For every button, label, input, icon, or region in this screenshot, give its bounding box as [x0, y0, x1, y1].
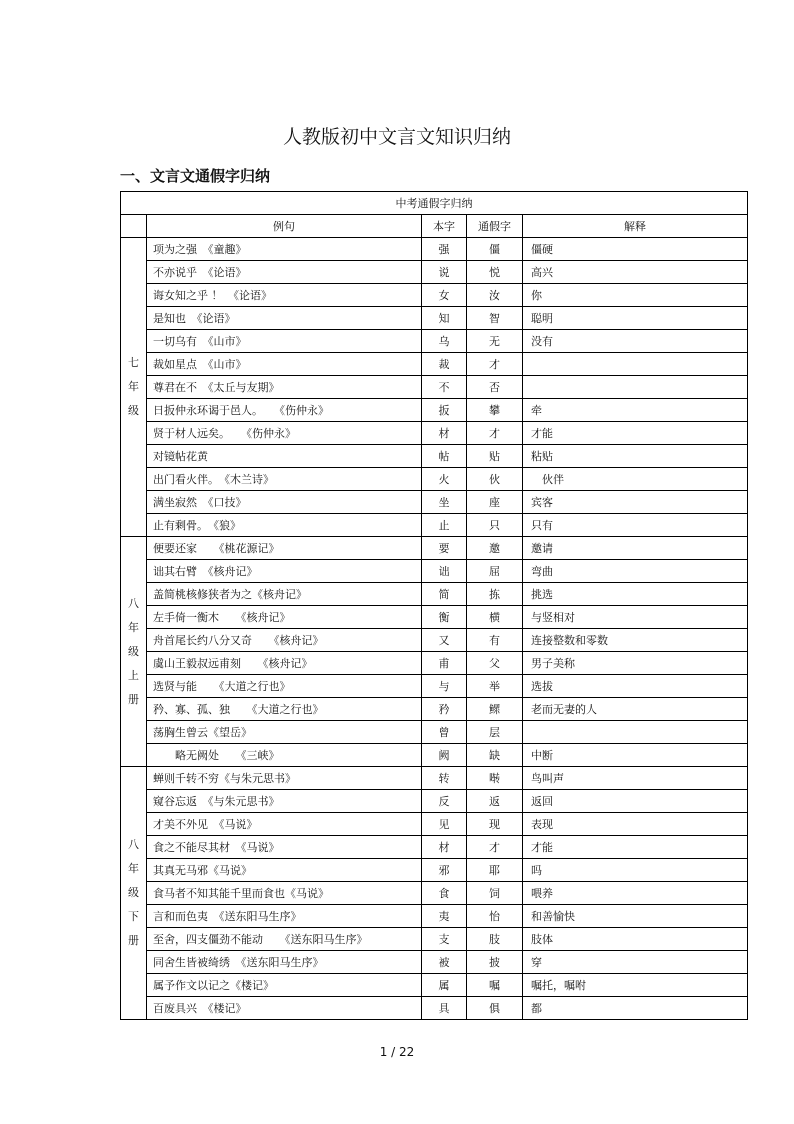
table-row	[121, 652, 748, 675]
example-cell: 同舍生皆被绮绣 《送东阳马生序》	[147, 951, 422, 974]
example-cell: 左手倚一衡木 《核舟记》	[147, 606, 422, 629]
example-cell: 一切乌有 《山市》	[147, 330, 422, 353]
table-row	[121, 606, 748, 629]
example-cell: 选贤与能 《大道之行也》	[147, 675, 422, 698]
example-cell: 虞山王毅叔远甫刻 《核舟记》	[147, 652, 422, 675]
meaning-cell: 粘贴	[523, 445, 748, 468]
ben-zi-cell: 食	[422, 882, 467, 905]
tong-jia-zi-cell: 邀	[467, 537, 523, 560]
grade-label: 七 年 级	[121, 238, 147, 537]
header-meaning: 解释	[523, 215, 748, 238]
example-cell: 止有剩骨。 《狼》	[147, 514, 422, 537]
header-example: 例句	[147, 215, 422, 238]
meaning-cell: 都	[523, 997, 748, 1020]
table-caption-row	[121, 192, 748, 215]
grade-label: 八 年 级 下 册	[121, 767, 147, 1020]
table-row	[121, 836, 748, 859]
tong-jia-zi-cell: 啭	[467, 767, 523, 790]
table-row	[121, 422, 748, 445]
tong-jia-zi-cell: 拣	[467, 583, 523, 606]
meaning-cell: 表现	[523, 813, 748, 836]
table-row	[121, 974, 748, 997]
ben-zi-cell: 曾	[422, 721, 467, 744]
example-cell: 诲女知之乎 ！ 《论语》	[147, 284, 422, 307]
header-ben: 本字	[422, 215, 467, 238]
example-cell: 矜、寡、孤、独 《大道之行也》	[147, 698, 422, 721]
ben-zi-cell: 阙	[422, 744, 467, 767]
ben-zi-cell: 夷	[422, 905, 467, 928]
ben-zi-cell: 要	[422, 537, 467, 560]
ben-zi-cell: 火	[422, 468, 467, 491]
header-blank	[121, 215, 147, 238]
tong-jia-zi-cell: 缺	[467, 744, 523, 767]
example-cell: 窥谷忘返 《与朱元思书》	[147, 790, 422, 813]
tong-jia-zi-cell: 举	[467, 675, 523, 698]
example-cell: 不亦说乎 《论语》	[147, 261, 422, 284]
tong-jia-zi-cell: 饲	[467, 882, 523, 905]
tong-jia-zi-cell: 肢	[467, 928, 523, 951]
example-cell: 其真无马邪《马说》	[147, 859, 422, 882]
ben-zi-cell: 邪	[422, 859, 467, 882]
table-header-row	[121, 215, 748, 238]
ben-zi-cell: 属	[422, 974, 467, 997]
ben-zi-cell: 强	[422, 238, 467, 261]
example-cell: 项为之强 《童趣》	[147, 238, 422, 261]
page-number: 1 / 22	[379, 1045, 415, 1059]
section-heading: 一、文言文通假字归纳	[120, 167, 271, 185]
table-row	[121, 813, 748, 836]
meaning-cell: 选拔	[523, 675, 748, 698]
example-cell: 蝉则千转不穷《与朱元思书》	[147, 767, 422, 790]
ben-zi-cell: 女	[422, 284, 467, 307]
ben-zi-cell: 止	[422, 514, 467, 537]
ben-zi-cell: 帖	[422, 445, 467, 468]
ben-zi-cell: 支	[422, 928, 467, 951]
tong-jia-zi-cell: 座	[467, 491, 523, 514]
meaning-cell: 嘱托，嘱咐	[523, 974, 748, 997]
example-cell: 至舍，四支僵劲不能动 《送东阳马生序》	[147, 928, 422, 951]
meaning-cell: 挑选	[523, 583, 748, 606]
meaning-cell: 只有	[523, 514, 748, 537]
ben-zi-cell: 具	[422, 997, 467, 1020]
meaning-cell: 鸟叫声	[523, 767, 748, 790]
meaning-cell: 和善愉快	[523, 905, 748, 928]
table-row	[121, 491, 748, 514]
meaning-cell: 伙伴	[523, 468, 748, 491]
ben-zi-cell: 见	[422, 813, 467, 836]
example-cell: 荡胸生曾云《望岳》	[147, 721, 422, 744]
ben-zi-cell: 知	[422, 307, 467, 330]
table-row	[121, 790, 748, 813]
ben-zi-cell: 被	[422, 951, 467, 974]
meaning-cell: 吗	[523, 859, 748, 882]
meaning-cell	[523, 721, 748, 744]
tong-jia-zi-cell: 贴	[467, 445, 523, 468]
example-cell: 食之不能尽其材 《马说》	[147, 836, 422, 859]
ben-zi-cell: 不	[422, 376, 467, 399]
tong-jia-zi-cell: 有	[467, 629, 523, 652]
tong-jia-zi-cell: 鳏	[467, 698, 523, 721]
example-cell: 满坐寂然 《口技》	[147, 491, 422, 514]
example-cell: 才美不外见 《马说》	[147, 813, 422, 836]
ben-zi-cell: 甫	[422, 652, 467, 675]
example-cell: 日扳仲永环谒于邑人。 《伤仲永》	[147, 399, 422, 422]
table-row	[121, 514, 748, 537]
meaning-cell: 男子美称	[523, 652, 748, 675]
meaning-cell: 返回	[523, 790, 748, 813]
ben-zi-cell: 裁	[422, 353, 467, 376]
table-row	[121, 997, 748, 1020]
table-row	[121, 353, 748, 376]
tong-jia-zi-cell: 无	[467, 330, 523, 353]
example-cell: 尊君在不 《太丘与友期》	[147, 376, 422, 399]
example-cell: 言和而色夷 《送东阳马生序》	[147, 905, 422, 928]
meaning-cell: 高兴	[523, 261, 748, 284]
example-cell: 盖简桃核修狭者为之《核舟记》	[147, 583, 422, 606]
meaning-cell: 老而无妻的人	[523, 698, 748, 721]
tong-jia-zi-cell: 否	[467, 376, 523, 399]
tong-jia-zi-cell: 返	[467, 790, 523, 813]
tong-jia-zi-cell: 才	[467, 353, 523, 376]
ben-zi-cell: 诎	[422, 560, 467, 583]
table-row	[121, 560, 748, 583]
meaning-cell: 你	[523, 284, 748, 307]
tong-jia-zi-cell: 伙	[467, 468, 523, 491]
table-caption: 中考通假字归纳	[121, 192, 748, 215]
example-cell: 对镜帖花黄	[147, 445, 422, 468]
meaning-cell: 肢体	[523, 928, 748, 951]
table-row	[121, 698, 748, 721]
ben-zi-cell: 又	[422, 629, 467, 652]
tong-jia-zi-cell: 俱	[467, 997, 523, 1020]
table-row	[121, 468, 748, 491]
tong-jia-zi-cell: 现	[467, 813, 523, 836]
ben-zi-cell: 简	[422, 583, 467, 606]
table-row	[121, 307, 748, 330]
table-row	[121, 583, 748, 606]
table-row	[121, 721, 748, 744]
meaning-cell: 聪明	[523, 307, 748, 330]
tong-jia-zi-cell: 才	[467, 422, 523, 445]
example-cell: 便要还家 《桃花源记》	[147, 537, 422, 560]
tong-jia-zi-cell: 嘱	[467, 974, 523, 997]
example-cell: 裁如星点 《山市》	[147, 353, 422, 376]
meaning-cell: 僵硬	[523, 238, 748, 261]
table-row	[121, 675, 748, 698]
meaning-cell: 穿	[523, 951, 748, 974]
example-cell: 略无阙处 《三峡》	[147, 744, 422, 767]
tong-jia-zi-cell: 汝	[467, 284, 523, 307]
table-row	[121, 882, 748, 905]
meaning-cell: 连接整数和零数	[523, 629, 748, 652]
meaning-cell: 弯曲	[523, 560, 748, 583]
tong-jia-zi-cell: 攀	[467, 399, 523, 422]
table-row	[121, 445, 748, 468]
ben-zi-cell: 矜	[422, 698, 467, 721]
table-row	[121, 376, 748, 399]
grade-label: 八 年 级 上 册	[121, 537, 147, 767]
page-title: 人教版初中文言文知识归纳	[282, 126, 511, 148]
table-row	[121, 238, 748, 261]
table-row	[121, 767, 748, 790]
tong-jia-zi-cell: 智	[467, 307, 523, 330]
ben-zi-cell: 与	[422, 675, 467, 698]
table-row	[121, 859, 748, 882]
example-cell: 诎其右臂 《核舟记》	[147, 560, 422, 583]
ben-zi-cell: 乌	[422, 330, 467, 353]
table-row	[121, 744, 748, 767]
meaning-cell	[523, 353, 748, 376]
tong-jia-zi-cell: 才	[467, 836, 523, 859]
ben-zi-cell: 说	[422, 261, 467, 284]
table-row	[121, 261, 748, 284]
ben-zi-cell: 坐	[422, 491, 467, 514]
meaning-cell: 牵	[523, 399, 748, 422]
ben-zi-cell: 衡	[422, 606, 467, 629]
table-row	[121, 284, 748, 307]
tongjiazi-table	[120, 191, 748, 1020]
tong-jia-zi-cell: 僵	[467, 238, 523, 261]
meaning-cell: 喂养	[523, 882, 748, 905]
meaning-cell	[523, 376, 748, 399]
table-row	[121, 928, 748, 951]
meaning-cell: 才能	[523, 422, 748, 445]
example-cell: 贤于材人远矣。 《伤仲永》	[147, 422, 422, 445]
tong-jia-zi-cell: 横	[467, 606, 523, 629]
ben-zi-cell: 反	[422, 790, 467, 813]
meaning-cell: 没有	[523, 330, 748, 353]
ben-zi-cell: 材	[422, 836, 467, 859]
tong-jia-zi-cell: 父	[467, 652, 523, 675]
example-cell: 属予作文以记之《楼记》	[147, 974, 422, 997]
tong-jia-zi-cell: 怡	[467, 905, 523, 928]
meaning-cell: 邀请	[523, 537, 748, 560]
table-row	[121, 629, 748, 652]
header-tong: 通假字	[467, 215, 523, 238]
ben-zi-cell: 材	[422, 422, 467, 445]
table-row	[121, 951, 748, 974]
example-cell: 是知也 《论语》	[147, 307, 422, 330]
ben-zi-cell: 转	[422, 767, 467, 790]
table-row	[121, 399, 748, 422]
tong-jia-zi-cell: 耶	[467, 859, 523, 882]
tong-jia-zi-cell: 屈	[467, 560, 523, 583]
tong-jia-zi-cell: 悦	[467, 261, 523, 284]
ben-zi-cell: 扳	[422, 399, 467, 422]
tong-jia-zi-cell: 层	[467, 721, 523, 744]
example-cell: 舟首尾长约八分又奇 《核舟记》	[147, 629, 422, 652]
example-cell: 出门看火伴。 《木兰诗》	[147, 468, 422, 491]
table-row	[121, 537, 748, 560]
table-row	[121, 905, 748, 928]
meaning-cell: 宾客	[523, 491, 748, 514]
table-row	[121, 330, 748, 353]
tong-jia-zi-cell: 披	[467, 951, 523, 974]
tong-jia-zi-cell: 只	[467, 514, 523, 537]
meaning-cell: 与竖相对	[523, 606, 748, 629]
example-cell: 食马者不知其能千里而食也《马说》	[147, 882, 422, 905]
meaning-cell: 才能	[523, 836, 748, 859]
example-cell: 百废具兴 《楼记》	[147, 997, 422, 1020]
meaning-cell: 中断	[523, 744, 748, 767]
